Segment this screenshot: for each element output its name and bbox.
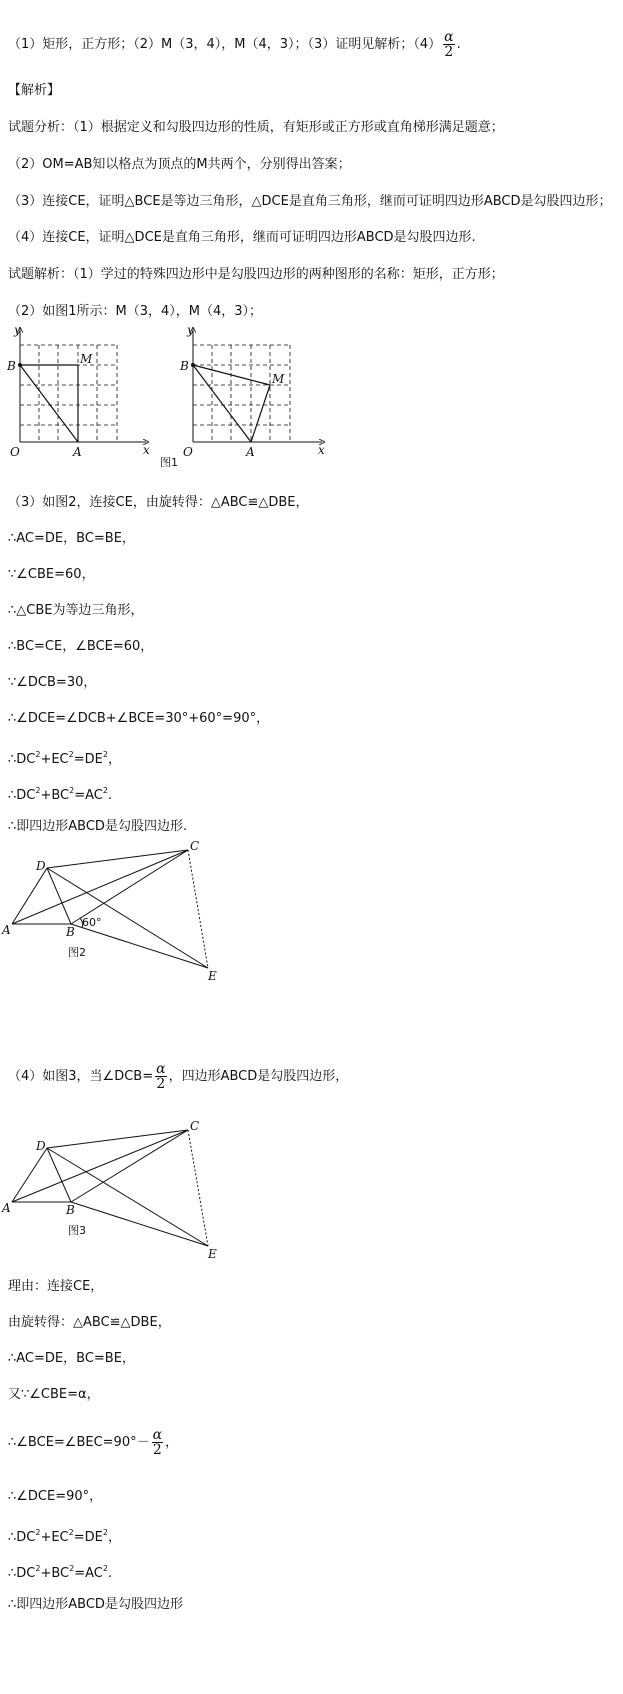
point-c-label: C xyxy=(190,1119,200,1133)
point-b-label: B xyxy=(66,925,75,939)
axis-y-label: y xyxy=(14,323,21,337)
solution-line: ∴即四边形ABCD是勾股四边形 xyxy=(8,1597,183,1612)
figure-3-caption: 图3 xyxy=(68,1224,86,1237)
point-e-label: E xyxy=(208,1247,217,1261)
equation-line: $\therefore DC^2+EC^2=DE^2$， xyxy=(8,750,121,767)
solution-line: （2）如图1所示：M（3，4），M（4，3）； xyxy=(8,304,263,319)
point-b-label: B xyxy=(180,359,189,373)
point-a-label: A xyxy=(2,1201,11,1215)
solution-line: ∴∠BCE=∠BEC=90°－ $\frac{\alpha}{2}$ ， xyxy=(8,1427,179,1458)
solution-line: ∴∠DCE=90°， xyxy=(8,1489,103,1504)
solution-line: 由旋转得：△ABC≌△DBE， xyxy=(8,1315,171,1330)
analysis-line: （2）OM=AB知以格点为顶点的M共两个，分别得出答案； xyxy=(8,157,351,172)
point-e-label: E xyxy=(208,969,217,983)
solution-line: ∴AC=DE，BC=BE， xyxy=(8,1351,135,1366)
angle-label: 60° xyxy=(82,916,102,929)
point-c-label: C xyxy=(190,839,200,853)
point-d-label: D xyxy=(36,1139,46,1153)
point-b-label: B xyxy=(7,359,16,373)
equation-line: $\therefore DC^2+BC^2=AC^2$. xyxy=(8,786,113,803)
axis-x-label: x xyxy=(143,443,150,457)
answer-text: （1）矩形，正方形；（2）M（3，4），M（4，3）；（3）证明见解析；（4） xyxy=(8,37,442,52)
equation-line: $\therefore DC^2+BC^2=AC^2$. xyxy=(8,1564,113,1581)
equation-line: $\therefore DC^2+EC^2=DE^2$， xyxy=(8,1528,121,1545)
answer-line xyxy=(8,30,461,59)
fraction: $\frac{\alpha}{2}$ xyxy=(156,1061,166,1092)
figure-1 xyxy=(0,323,340,480)
solution-line: ∴即四边形ABCD是勾股四边形. xyxy=(8,819,188,834)
point-m-label: M xyxy=(80,352,93,366)
axis-x-label: x xyxy=(318,443,325,457)
analysis-line: 试题分析：（1）根据定义和勾股四边形的性质，有矩形或正方形或直角梯形满足题意； xyxy=(8,120,504,135)
origin-label: O xyxy=(10,445,20,459)
solution-line: （4）如图3，当∠DCB= $\frac{\alpha}{2}$ ，四边形ABCD是勾股四边形， xyxy=(8,1061,349,1092)
point-b-label: B xyxy=(66,1203,75,1217)
solution-line: 又∵∠CBE=α， xyxy=(8,1387,100,1402)
axis-y-label: y xyxy=(187,323,194,337)
analysis-line: （4）连接CE，证明△DCE是直角三角形，继而可证明四边形ABCD是勾股四边形. xyxy=(8,230,476,245)
point-a-label: A xyxy=(73,445,82,459)
grid-right xyxy=(193,345,290,442)
solution-line: ∴△CBE为等边三角形， xyxy=(8,603,144,618)
fraction: $\frac{\alpha}{2}$ xyxy=(152,1427,163,1458)
fraction-denominator: 2 xyxy=(444,44,454,60)
figure-2-caption: 图2 xyxy=(68,946,86,959)
origin-label: O xyxy=(183,445,193,459)
analysis-line: （3）连接CE，证明△BCE是等边三角形，△DCE是直角三角形，继而可证明四边形ABCD是勾股四边形； xyxy=(8,194,612,209)
point-a-label: A xyxy=(246,445,255,459)
grid-left xyxy=(20,345,117,442)
solution-line: 理由：连接CE， xyxy=(8,1279,104,1294)
answer-tail: . xyxy=(456,37,461,52)
solution-line: ∵∠CBE=60， xyxy=(8,567,95,582)
fraction-numerator: α xyxy=(444,29,454,45)
point-m-label: M xyxy=(272,372,285,386)
solution-line: ∴BC=CE，∠BCE=60， xyxy=(8,639,154,654)
solution-line: ∴AC=DE，BC=BE， xyxy=(8,531,135,546)
figure-1-caption: 图1 xyxy=(160,456,178,469)
point-d-label: D xyxy=(36,859,46,873)
solution-line: （3）如图2，连接CE，由旋转得：△ABC≌△DBE， xyxy=(8,495,309,510)
section-title: 【解析】 xyxy=(8,83,61,98)
figure-2 xyxy=(0,839,220,1050)
solution-line: 试题解析：（1）学过的特殊四边形中是勾股四边形的两种图形的名称：矩形，正方形； xyxy=(8,267,504,282)
solution-line: ∴∠DCE=∠DCB+∠BCE=30°+60°=90°， xyxy=(8,711,270,726)
solution-line: ∵∠DCB=30， xyxy=(8,675,97,690)
point-a-label: A xyxy=(2,923,11,937)
answer-fraction xyxy=(443,30,454,59)
